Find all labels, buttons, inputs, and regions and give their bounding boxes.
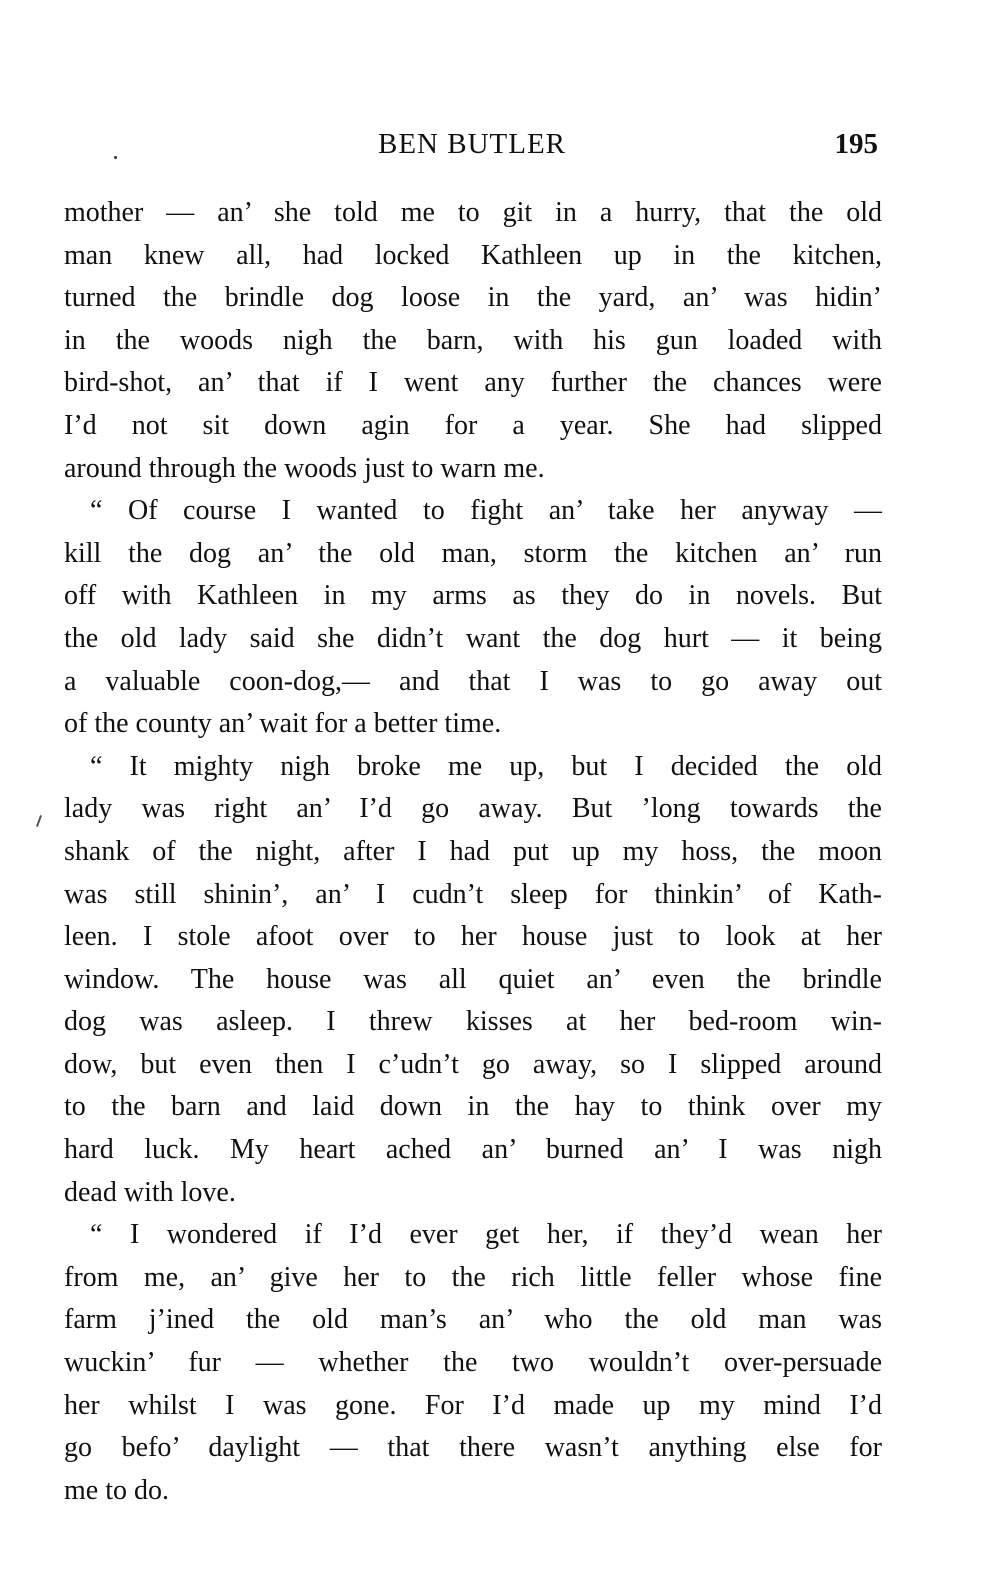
text-line: “ I wondered if I’d ever get her, if they’d wean her bbox=[90, 1219, 882, 1251]
text-line: the old lady said she didn’t want the dog hurt — it being bbox=[64, 622, 882, 654]
text-line: bird-shot, an’ that if I went any further the chances were bbox=[64, 367, 882, 399]
text-line: turned the brindle dog loose in the yard, an’ was hidin’ bbox=[64, 282, 882, 314]
text-line: dow, but even then I c’udn’t go away, so I slipped around bbox=[64, 1048, 882, 1080]
text-line: dog was asleep. I threw kisses at her bed-room win- bbox=[64, 1006, 882, 1038]
text-line: leen. I stole afoot over to her house just to look at her bbox=[64, 921, 882, 953]
text-line: around through the woods just to warn me. bbox=[64, 452, 545, 484]
running-title: BEN BUTLER bbox=[377, 128, 567, 160]
text-line: hard luck. My heart ached an’ burned an’ I was nigh bbox=[64, 1134, 882, 1166]
text-line: shank of the night, after I had put up my hoss, the moon bbox=[64, 835, 882, 867]
text-line: her whilst I was gone. For I’d made up my mind I’d bbox=[64, 1389, 882, 1421]
text-line: in the woods nigh the barn, with his gun loaded with bbox=[64, 324, 882, 356]
text-line: “ It mighty nigh broke me up, but I decided the old bbox=[90, 750, 882, 782]
text-line: dead with love. bbox=[64, 1176, 236, 1208]
page-number: 195 bbox=[834, 128, 878, 160]
text-line: me to do. bbox=[64, 1474, 169, 1506]
body-text bbox=[64, 192, 882, 1512]
text-line: lady was right an’ I’d go away. But ’long towards the bbox=[64, 793, 882, 825]
text-line: a valuable coon-dog,— and that I was to go away out bbox=[64, 665, 882, 697]
text-line: farm j’ined the old man’s an’ who the old man was bbox=[64, 1304, 882, 1336]
text-line: go befo’ daylight — that there wasn’t anything else for bbox=[64, 1432, 882, 1464]
text-line: of the county an’ wait for a better time. bbox=[64, 708, 502, 740]
stray-ink-mark bbox=[36, 815, 42, 827]
text-line: wuckin’ fur — whether the two wouldn’t over-persuade bbox=[64, 1347, 882, 1379]
text-line: I’d not sit down agin for a year. She had slipped bbox=[64, 409, 882, 441]
text-line: to the barn and laid down in the hay to think over my bbox=[64, 1091, 882, 1123]
text-line: mother — an’ she told me to git in a hurry, that the old bbox=[64, 197, 882, 228]
text-line: kill the dog an’ the old man, storm the kitchen an’ run bbox=[64, 537, 882, 569]
text-line: off with Kathleen in my arms as they do in novels. But bbox=[64, 580, 882, 612]
text-line: man knew all, had locked Kathleen up in the kitchen, bbox=[64, 239, 882, 271]
text-line: from me, an’ give her to the rich little feller whose fine bbox=[64, 1261, 882, 1293]
text-line: “ Of course I wanted to fight an’ take her anyway — bbox=[90, 495, 882, 527]
running-head bbox=[64, 128, 880, 168]
text-line: was still shinin’, an’ I cudn’t sleep for thinkin’ of Kath- bbox=[64, 878, 882, 910]
text-line: window. The house was all quiet an’ even the brindle bbox=[64, 963, 882, 995]
